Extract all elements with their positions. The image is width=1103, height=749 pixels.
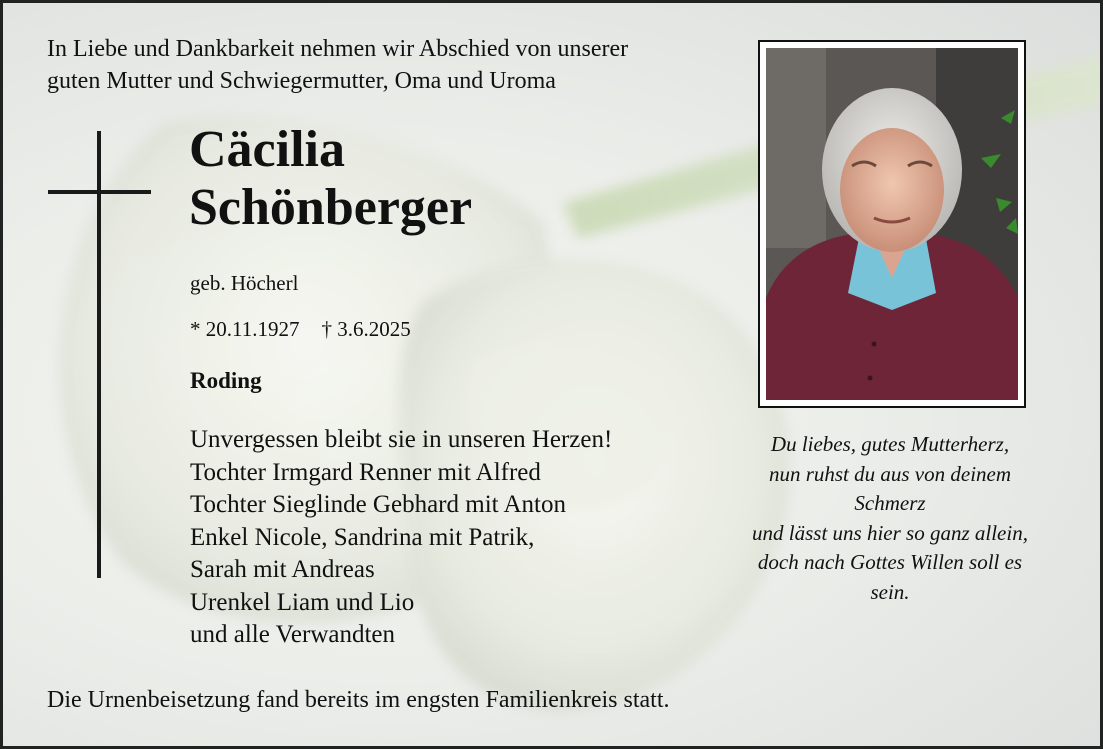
cross-horizontal-bar bbox=[48, 190, 151, 194]
mourners-line: Tochter Irmgard Renner mit Alfred bbox=[190, 458, 541, 486]
poem-line: nun ruhst du aus von deinem bbox=[768, 461, 1012, 486]
intro-line: In Liebe und Dankbarkeit nehmen wir Abschied von unserer bbox=[47, 36, 629, 62]
poem bbox=[715, 430, 1065, 607]
mourners-line: Unvergessen bleibt sie in unseren Herzen! bbox=[190, 426, 613, 453]
mourners-line: Urenkel Liam und Lio bbox=[190, 588, 415, 616]
portrait-photo bbox=[766, 48, 1018, 400]
poem-line: Du liebes, gutes Mutterherz, bbox=[770, 432, 1010, 456]
last-name: Schönberger bbox=[189, 179, 473, 236]
maiden-name: geb. Höcherl bbox=[190, 271, 299, 295]
mourners-line: Sarah mit Andreas bbox=[190, 556, 375, 583]
intro-line: guten Mutter und Schwiegermutter, Oma und Uroma bbox=[47, 68, 556, 94]
poem-line: doch nach Gottes Willen soll es bbox=[757, 550, 1023, 574]
place: Roding bbox=[190, 368, 262, 393]
burial-note: Die Urnenbeisetzung fand bereits im engsten Familienkreis statt. bbox=[47, 687, 670, 713]
deceased-name bbox=[189, 121, 709, 237]
portrait-frame bbox=[758, 40, 1026, 408]
mourners-list bbox=[190, 424, 710, 652]
cross-vertical-bar bbox=[97, 131, 101, 578]
poem-line: Schmerz bbox=[854, 491, 926, 515]
birth-date: * 20.11.1927 bbox=[190, 317, 300, 341]
mourners-line: und alle Verwandten bbox=[190, 621, 396, 648]
life-dates bbox=[190, 315, 411, 343]
death-date: † 3.6.2025 bbox=[321, 317, 411, 341]
poem-line: sein. bbox=[870, 579, 910, 604]
poem-line: und lässt uns hier so ganz allein, bbox=[752, 520, 1028, 545]
mourners-line: Tochter Sieglinde Gebhard mit Anton bbox=[190, 491, 566, 518]
intro-text bbox=[47, 33, 747, 97]
first-name: Cäcilia bbox=[189, 121, 345, 178]
mourners-line: Enkel Nicole, Sandrina mit Patrik, bbox=[190, 523, 535, 551]
